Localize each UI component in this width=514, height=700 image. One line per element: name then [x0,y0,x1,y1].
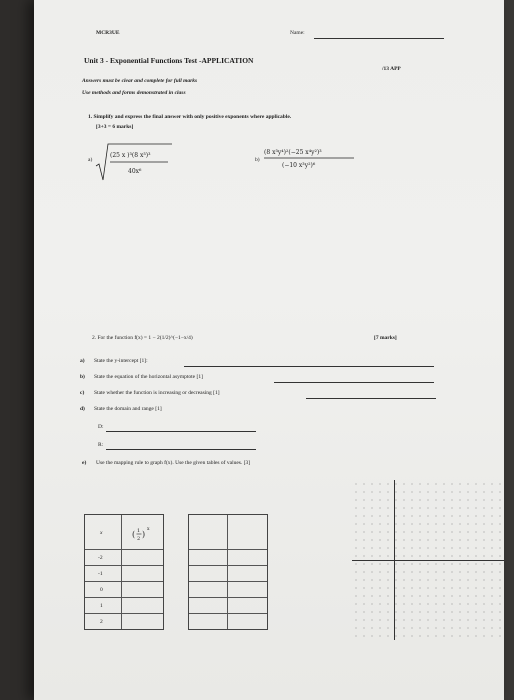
table-of-values [84,514,164,630]
table-header-half-power-x [129,523,155,545]
svg-text:(25 x )³(8 x³)³: (25 x )³(8 x³)³ [110,152,151,159]
q1a-expression [94,140,174,182]
course-code: MCR3UE [96,30,120,36]
q1b-expression [262,145,362,175]
score-total: /13 APP [382,66,401,72]
instruction-1: Answers must be clear and complete for full marks [82,78,198,84]
domain-label: D: [98,424,104,430]
q2c-answer-line [306,398,436,399]
domain-answer-line [106,431,256,432]
q2-prompt: 2. For the function f(x) = 1 − 2(1/2)^(−1−x/4) [92,335,193,341]
blank-table [188,514,268,630]
q2b-label: b) [80,374,85,380]
q1-prompt: 1. Simplify and express the final answer with only positive exponents where applicable. [88,114,292,120]
q2c-label: c) [80,390,85,396]
x-value: 2 [100,619,103,625]
name-line [314,38,444,39]
test-title: Unit 3 - Exponential Functions Test -APPLICATION [84,56,254,65]
q2e-text: Use the mapping rule to graph f(x). Use the given tables of values. [3] [96,460,251,466]
name-label: Name: [290,30,305,36]
q2e-label: e) [82,460,87,466]
svg-text:(8 x³y⁴)²(−25 x⁴y²)³: (8 x³y⁴)²(−25 x⁴y²)³ [264,149,322,156]
y-axis [394,480,395,640]
svg-text:(: ( [132,530,136,539]
q1-marks: [3+3 = 6 marks] [96,124,134,130]
background-edge [0,0,34,700]
q2d-label: d) [80,406,85,412]
q2b-answer-line [274,382,434,383]
q1b-label: b) [255,157,260,163]
q2-marks: [7 marks] [374,335,397,341]
x-axis [352,560,504,561]
instruction-2: Use methods and forms demonstrated in class [82,90,186,96]
svg-text:1: 1 [137,528,141,534]
q2b-text: State the equation of the horizontal asymptote [1] [94,374,203,380]
svg-text:2: 2 [137,536,141,542]
test-paper [34,0,504,700]
coordinate-grid [352,480,504,640]
svg-text:40x⁶: 40x⁶ [128,168,142,175]
q2d-text: State the domain and range [1] [94,406,162,412]
q2a-text: State the y-intercept [1]: [94,358,148,364]
q2c-text: State whether the function is increasing or decreasing [1] [94,390,220,396]
x-value: -1 [98,571,103,577]
svg-text:): ) [142,530,146,539]
svg-text:(−10 x³y²)⁶: (−10 x³y²)⁶ [282,162,316,169]
x-value: 0 [100,587,103,593]
range-label: R: [98,442,104,448]
table-header-x: x [100,530,103,536]
x-value: 1 [100,603,103,609]
q1a-label: a) [88,157,93,163]
q2a-label: a) [80,358,85,364]
x-value: -2 [98,555,103,561]
svg-text:x: x [147,527,150,532]
q2a-answer-line [184,366,434,367]
range-answer-line [106,449,256,450]
